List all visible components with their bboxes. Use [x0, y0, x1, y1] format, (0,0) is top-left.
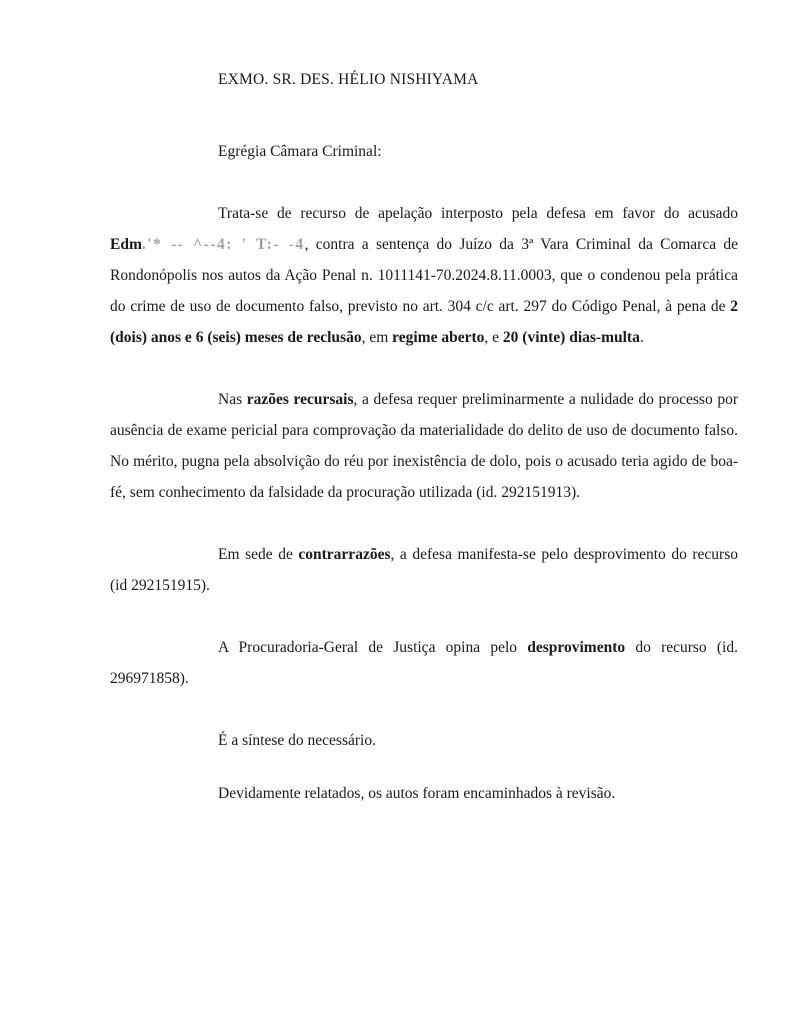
text-segment: Devidamente relatados, os autos foram encaminhados à revisão.: [218, 785, 616, 802]
text-segment: , a defesa requer preliminarmente a nulidade do processo por ausência de exame pericial para comprovação da materialidade do delito de uso de documento falso. No mérito, pugna pela absolvição do réu por inexistência de dolo, pois o acusado teria agido de boa-fé, sem conhecimento da falsidade da procuração utilizada (id. 292151913).: [110, 391, 738, 501]
text-segment: contrarrazões: [298, 546, 391, 563]
paragraph-case-summary: [110, 198, 738, 353]
paragraph-synthesis: [110, 725, 738, 756]
text-segment: , e: [484, 329, 503, 346]
text-segment: do recurso (id. 296971858).: [110, 639, 738, 687]
salutation-line: Egrégia Câmara Criminal:: [218, 143, 382, 160]
text-segment: 20 (vinte) dias-multa: [502, 329, 640, 346]
text-segment: Trata-se de recurso de apelação interposto pela defesa em favor do acusado: [218, 205, 738, 222]
text-segment: , contra a sentença do Juízo da 3ª Vara Criminal da Comarca de Rondonópolis nos autos da Ação Penal n. 1011141-70.2024.8.11.0003, que o condenou pela prática do crime de uso de documento falso, previsto no art. 304 c/c art. 297 do Código Penal, à pena de: [110, 236, 738, 315]
text-segment: É a síntese do necessário.: [218, 732, 376, 749]
text-segment: Edm: [110, 236, 142, 253]
paragraph-forwarded-to-review: [110, 778, 738, 809]
paragraph-appeal-grounds: [110, 384, 738, 508]
paragraph-counterarguments: [110, 539, 738, 601]
document-body: [110, 198, 738, 809]
text-segment: desprovimento: [527, 639, 626, 656]
text-segment: , em: [361, 329, 393, 346]
text-segment: regime aberto: [392, 329, 485, 346]
text-segment: Nas: [218, 391, 247, 408]
redacted-name-traces: .'* -- ^--4: ' T:- -4: [141, 236, 305, 253]
text-segment: razões recursais: [246, 391, 354, 408]
addressee-line: EXMO. SR. DES. HÉLIO NISHIYAMA: [218, 71, 479, 88]
paragraph-prosecution-opinion: [110, 632, 738, 694]
text-segment: A Procuradoria-Geral de Justiça opina pelo: [218, 639, 528, 656]
text-segment: 2 (dois) anos e 6 (seis) meses de reclusão: [110, 298, 738, 346]
text-segment: .: [639, 329, 644, 346]
text-segment: , a defesa manifesta-se pelo desprovimento do recurso (id 292151915).: [110, 546, 738, 594]
text-segment: Em sede de: [218, 546, 299, 563]
